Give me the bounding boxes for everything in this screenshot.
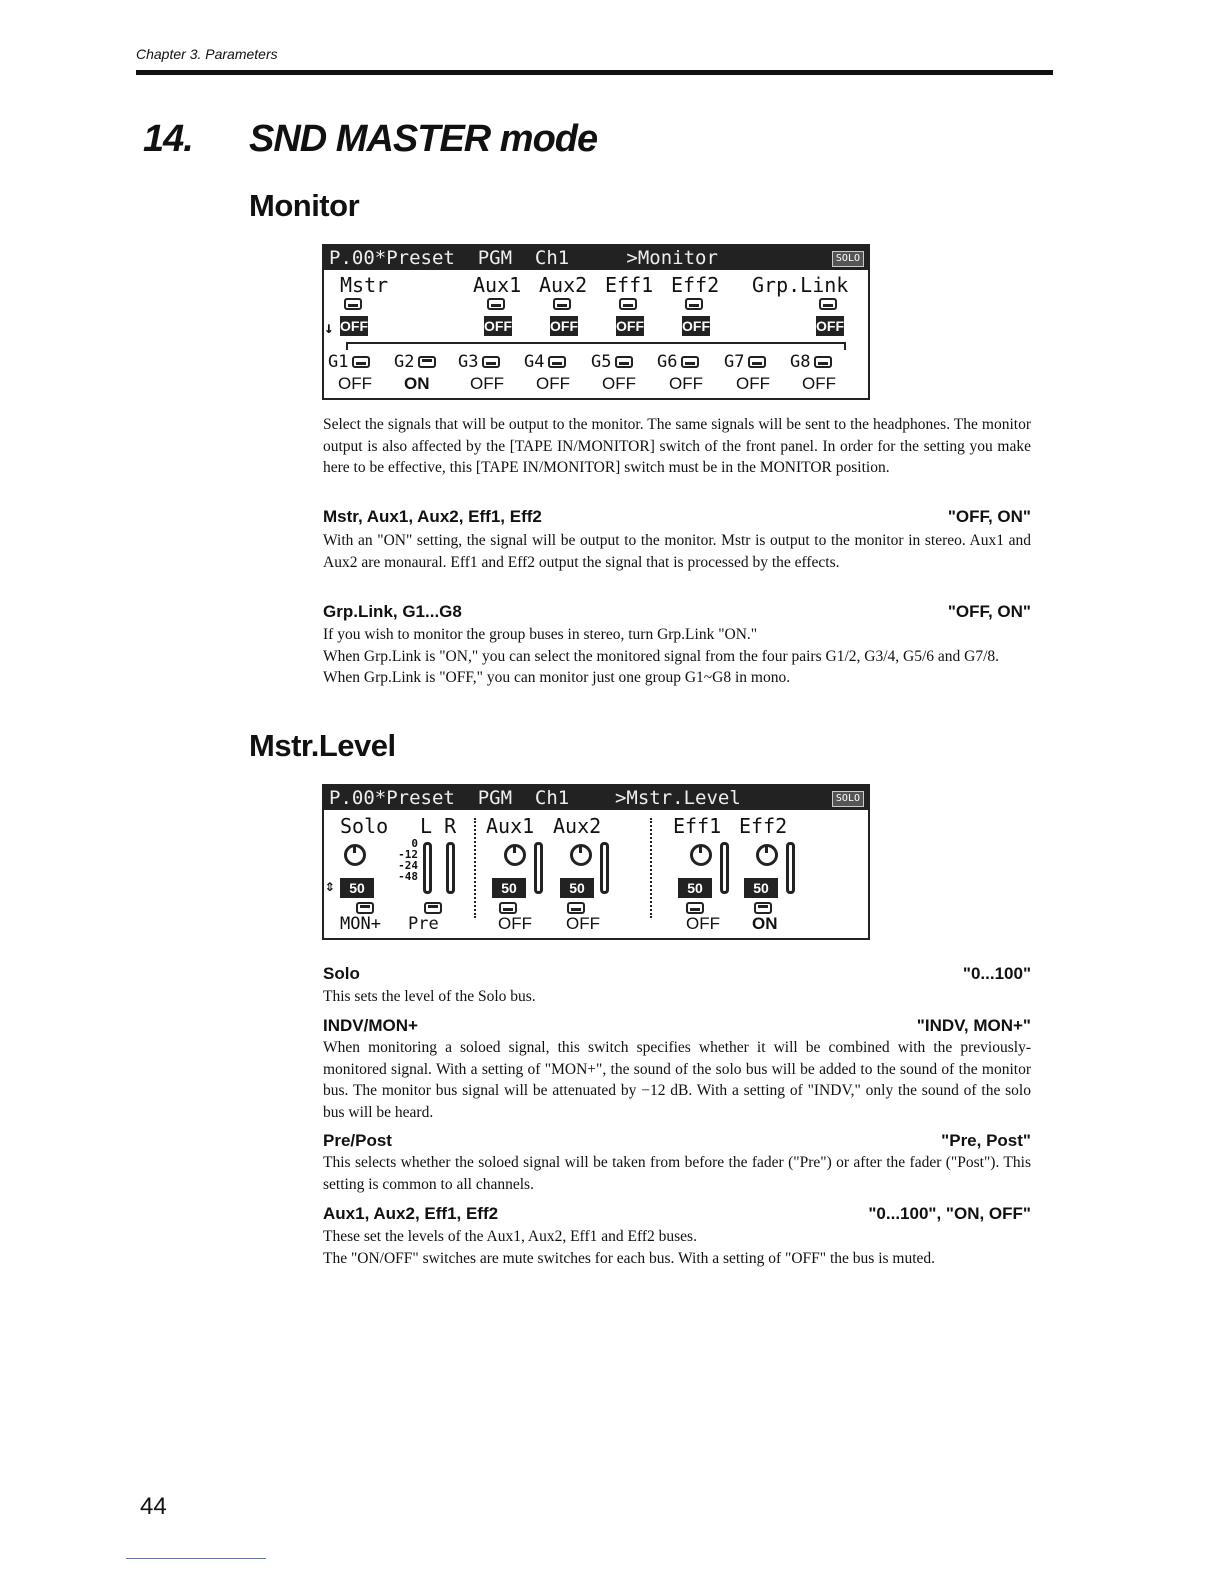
switch-icon bbox=[819, 298, 837, 310]
indv-mon-value[interactable]: MON+ bbox=[340, 914, 381, 934]
param-range: "INDV, MON+" bbox=[916, 1016, 1031, 1035]
lcd-bar-text: P.00*Preset PGM Ch1 >Monitor bbox=[329, 247, 718, 269]
lcd-group-g3: G3 bbox=[458, 352, 479, 372]
aux2-off[interactable]: OFF bbox=[550, 318, 578, 334]
lcd-group-g7: G7 bbox=[724, 352, 745, 372]
param-range: "0...100" bbox=[962, 964, 1031, 983]
section-number: 14. bbox=[143, 118, 193, 160]
param-term: INDV/MON+ bbox=[323, 1016, 418, 1035]
footer-line bbox=[126, 1558, 266, 1559]
param-grplink bbox=[323, 602, 1031, 622]
param-solo bbox=[323, 964, 1031, 984]
master-r-fader[interactable] bbox=[446, 842, 455, 894]
param-indv-mon bbox=[323, 1016, 1031, 1036]
aux2-knob[interactable] bbox=[570, 844, 592, 866]
g5-value[interactable]: OFF bbox=[602, 374, 636, 393]
paragraph-line: These set the levels of the Aux1, Aux2, Eff1 and Eff2 buses. bbox=[323, 1228, 697, 1245]
paragraph-line: When Grp.Link is "OFF," you can monitor just one group G1~G8 in mono. bbox=[323, 669, 791, 686]
aux2-switch-value[interactable]: OFF bbox=[566, 914, 600, 933]
aux2-level[interactable]: 50 bbox=[560, 878, 594, 898]
monitor-intro: Select the signals that will be output to the monitor. The same signals will be sent to the headphones. The monitor output is also affected by the [TAPE IN/MONITOR] switch of the front panel. In order for the setting you make here to be effective, this [TAPE IN/MONITOR] switch must be in the MONITOR position. bbox=[323, 416, 1031, 476]
eff2-fader[interactable] bbox=[786, 842, 795, 894]
grplink-off[interactable]: OFF bbox=[816, 318, 844, 334]
lcd-label-aux2: Aux2 bbox=[553, 814, 602, 838]
param-grplink-desc bbox=[323, 624, 1031, 689]
switch-icon bbox=[619, 298, 637, 310]
switch-icon bbox=[499, 902, 517, 914]
pre-post-value[interactable]: Pre bbox=[408, 914, 439, 934]
param-bus-levels bbox=[323, 1204, 1031, 1224]
param-pre-post-desc: This selects whether the soloed signal will be taken from before the fader ("Pre") or after the fader ("Post"). This setting is common to all channels. bbox=[323, 1154, 1031, 1193]
lcd-label-eff1: Eff1 bbox=[605, 273, 654, 297]
switch-icon bbox=[681, 356, 699, 368]
solo-tag: SOLO bbox=[832, 251, 864, 267]
switch-icon bbox=[686, 902, 704, 914]
lcd-title-bar bbox=[324, 786, 868, 810]
lcd-group-g1: G1 bbox=[328, 352, 349, 372]
aux1-fader[interactable] bbox=[534, 842, 543, 894]
eff1-switch-value[interactable]: OFF bbox=[686, 914, 720, 933]
g8-value[interactable]: OFF bbox=[802, 374, 836, 393]
eff2-knob[interactable] bbox=[756, 844, 778, 866]
monitor-lcd bbox=[322, 244, 870, 400]
lcd-label-eff2: Eff2 bbox=[739, 814, 788, 838]
param-mstr-aux-eff bbox=[323, 507, 1031, 527]
switch-icon bbox=[487, 298, 505, 310]
page-number: 44 bbox=[140, 1493, 167, 1520]
lcd-label-eff2: Eff2 bbox=[671, 273, 720, 297]
lcd-group-g6: G6 bbox=[657, 352, 678, 372]
lcd-bar-text: P.00*Preset PGM Ch1 >Mstr.Level bbox=[329, 787, 741, 809]
param-range: "Pre, Post" bbox=[941, 1131, 1031, 1150]
group-link-tick-left bbox=[346, 342, 348, 350]
eff1-fader[interactable] bbox=[720, 842, 729, 894]
param-indv-mon-desc: When monitoring a soloed signal, this switch specifies whether it will be combined with the previously-monitored signal. With a setting of "MON+", the sound of the solo bus will be added to the sound of the monitor bus. The monitor bus signal will be attenuated by −12 dB. With a setting of "INDV," only the sound of the solo bus will be heard. bbox=[323, 1039, 1031, 1121]
cursor-updown-icon: ⇕ bbox=[325, 876, 335, 895]
lcd-group-g4: G4 bbox=[524, 352, 545, 372]
lcd-label-solo: Solo bbox=[340, 814, 389, 838]
eff1-knob[interactable] bbox=[690, 844, 712, 866]
aux1-level[interactable]: 50 bbox=[492, 878, 526, 898]
solo-tag: SOLO bbox=[832, 791, 864, 807]
eff2-switch-value[interactable]: ON bbox=[752, 914, 778, 933]
section-title-text: SND MASTER mode bbox=[249, 118, 598, 160]
cursor-down-icon: ↓ bbox=[324, 318, 334, 337]
mstr-level-heading: Mstr.Level bbox=[249, 728, 396, 763]
db-scale: 0 -12 -24 -48 bbox=[398, 837, 418, 883]
switch-icon bbox=[352, 356, 370, 368]
switch-icon bbox=[344, 298, 362, 310]
lcd-title-bar bbox=[324, 246, 868, 270]
master-l-fader[interactable] bbox=[423, 842, 432, 894]
switch-icon bbox=[553, 298, 571, 310]
param-solo-desc: This sets the level of the Solo bus. bbox=[323, 988, 536, 1005]
group-link-tick-right bbox=[844, 342, 846, 350]
switch-icon bbox=[685, 298, 703, 310]
lcd-label-aux2: Aux2 bbox=[539, 273, 588, 297]
divider bbox=[474, 818, 476, 918]
param-range: "OFF, ON" bbox=[947, 602, 1031, 621]
param-bus-levels-desc bbox=[323, 1226, 1031, 1269]
paragraph-line: When Grp.Link is "ON," you can select the monitored signal from the four pairs G1/2, G3/4, G5/6 and G7/8. bbox=[323, 647, 1000, 665]
mstr-off[interactable]: OFF bbox=[340, 318, 368, 334]
monitor-heading: Monitor bbox=[249, 188, 360, 223]
switch-icon bbox=[615, 356, 633, 368]
lcd-label-aux1: Aux1 bbox=[486, 814, 535, 838]
group-link-line bbox=[346, 342, 844, 344]
paragraph-line: If you wish to monitor the group buses in stereo, turn Grp.Link "ON." bbox=[323, 626, 758, 643]
g6-value[interactable]: OFF bbox=[669, 374, 703, 393]
g2-value[interactable]: ON bbox=[404, 374, 430, 393]
lcd-group-g2: G2 bbox=[394, 352, 415, 372]
solo-level[interactable]: 50 bbox=[340, 878, 374, 898]
aux1-knob[interactable] bbox=[504, 844, 526, 866]
switch-icon bbox=[356, 902, 374, 914]
aux1-off[interactable]: OFF bbox=[484, 318, 512, 334]
eff1-off[interactable]: OFF bbox=[616, 318, 644, 334]
switch-icon bbox=[814, 356, 832, 368]
lcd-group-g5: G5 bbox=[591, 352, 612, 372]
param-term: Mstr, Aux1, Aux2, Eff1, Eff2 bbox=[323, 507, 542, 526]
eff2-level[interactable]: 50 bbox=[744, 878, 778, 898]
param-term: Grp.Link, G1...G8 bbox=[323, 602, 462, 621]
paragraph-line: The "ON/OFF" switches are mute switches for each bus. With a setting of "OFF" the bus is muted. bbox=[323, 1249, 936, 1267]
running-header: Chapter 3. Parameters bbox=[136, 46, 278, 62]
param-term: Pre/Post bbox=[323, 1131, 392, 1150]
switch-icon bbox=[418, 356, 436, 368]
switch-icon bbox=[548, 356, 566, 368]
lcd-label-lr: L R bbox=[420, 814, 457, 838]
lcd-group-g8: G8 bbox=[790, 352, 811, 372]
param-pre-post bbox=[323, 1131, 1031, 1151]
lcd-label-aux1: Aux1 bbox=[473, 273, 522, 297]
lcd-label-mstr: Mstr bbox=[340, 273, 389, 297]
divider bbox=[650, 818, 652, 918]
lcd-label-grplink: Grp.Link bbox=[752, 273, 849, 297]
switch-icon bbox=[482, 356, 500, 368]
g4-value[interactable]: OFF bbox=[536, 374, 570, 393]
param-mstr-aux-eff-desc: With an "ON" setting, the signal will be output to the monitor. Mstr is output to the monitor in stereo. Aux1 and Aux2 are monaural. Eff1 and Eff2 output the signal that is processed by the effects. bbox=[323, 532, 1031, 571]
aux2-fader[interactable] bbox=[600, 842, 609, 894]
eff1-level[interactable]: 50 bbox=[678, 878, 712, 898]
g1-value[interactable]: OFF bbox=[338, 374, 372, 393]
param-term: Aux1, Aux2, Eff1, Eff2 bbox=[323, 1204, 499, 1223]
param-range: "OFF, ON" bbox=[947, 507, 1031, 526]
switch-icon bbox=[424, 902, 442, 914]
param-range: "0...100", "ON, OFF" bbox=[868, 1204, 1031, 1223]
aux1-switch-value[interactable]: OFF bbox=[498, 914, 532, 933]
eff2-off[interactable]: OFF bbox=[682, 318, 710, 334]
lcd-label-eff1: Eff1 bbox=[673, 814, 722, 838]
switch-icon bbox=[748, 356, 766, 368]
section-title bbox=[143, 118, 597, 161]
mstr-level-lcd bbox=[322, 784, 870, 940]
g7-value[interactable]: OFF bbox=[736, 374, 770, 393]
solo-knob[interactable] bbox=[344, 844, 366, 866]
g3-value[interactable]: OFF bbox=[470, 374, 504, 393]
param-term: Solo bbox=[323, 964, 360, 983]
switch-icon bbox=[754, 902, 772, 914]
header-rule bbox=[136, 70, 1053, 75]
switch-icon bbox=[567, 902, 585, 914]
